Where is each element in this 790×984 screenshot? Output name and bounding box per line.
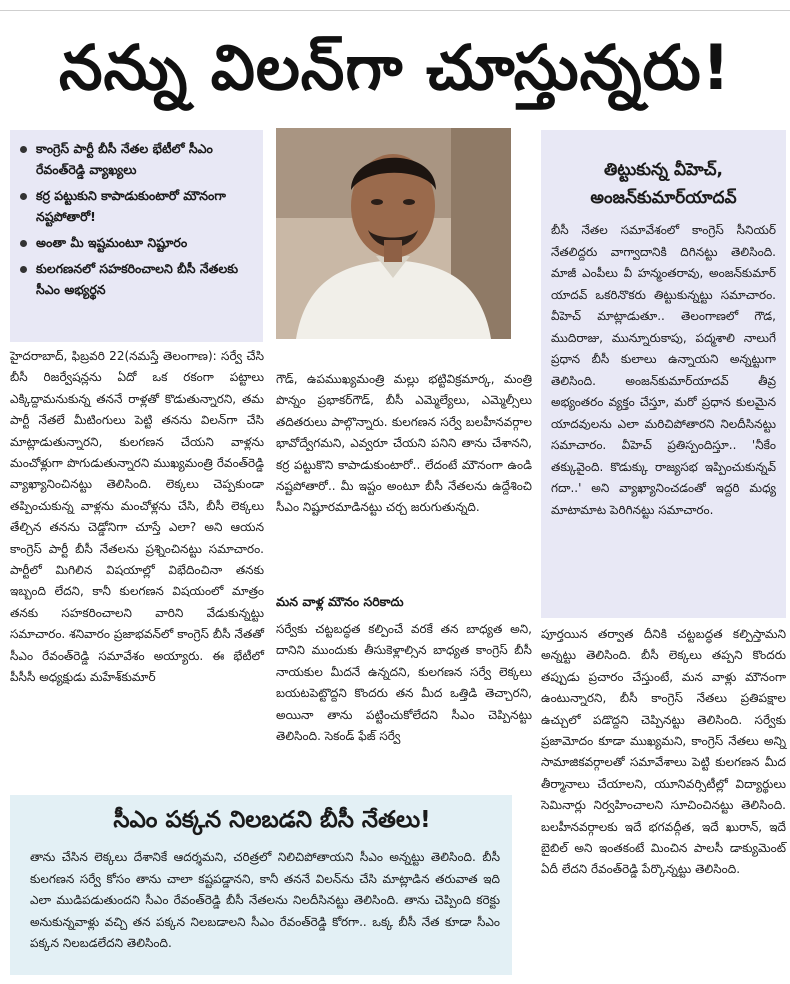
top-rule <box>0 0 790 11</box>
inset-box-title: సీఎం పక్కన నిలబడని బీసీ నేతలు! <box>113 807 431 833</box>
sidebar-box <box>541 130 786 618</box>
article-column-2-top: గౌడ్, ఉపముఖ్యమంత్రి మల్లు భట్టివిక్రమార్క, మంత్రి పొన్నం ప్రభాకర్‌గౌడ్, బీసీ ఎమ్మెల్యేలు, ఎమ్మెల్సీలు తదితరులు పాల్గొన్నారు. కులగణన సర్వే బలహీనవర్గాల భావోద్వేగమని, ఎవ్వరూ చేయని పనిని తాను చేశానని, కర్ర పట్టుకొని కాపాడుకుంటారో.. లేదంటే మౌనంగా ఉండి నష్టపోతారో.. మీ ఇష్టం అంటూ బీసీ నేతలను ఉద్దేశించి సీఎం నిష్టూరమాడినట్టు చర్చ జరుగుతున్నది. <box>276 372 532 515</box>
highlight-item: కులగణనలో సహకరించాలని బీసీ నేతలకు సీఎం అభ్యర్థన <box>20 258 257 300</box>
highlight-item: కాంగ్రెస్ పార్టీ బీసీ నేతల భేటీలో సీఎం రేవంత్‌రెడ్డి వ్యాఖ్యలు <box>20 138 257 180</box>
highlight-item: అంతా మీ ఇష్టమంటూ నిష్టూరం <box>20 232 257 253</box>
highlights-list <box>10 130 263 300</box>
article-column-3: పూర్తయిన తర్వాత దీనికి చట్టబద్ధత కల్పిస్తామని అన్నట్టు తెలిసింది. బీసీ లెక్కలు తప్పని కొందరు తప్పుడు ప్రచారం చేస్తుంటే, మన వాళ్లు మౌనంగా ఉంటున్నారని, బీసీ కాంగ్రెస్ నేతలు ప్రతిపక్షాల ఉచ్చులో పడొద్దని చెప్పినట్టు తెలిసింది. సర్వేకు ప్రజామోదం కూడా ముఖ్యమని, కాంగ్రెస్ నేతలు అన్ని సామాజికవర్గాలతో సమావేశాలు పెట్టి కులగణన మీద తీర్మానాలు చేయాలని, యూనివర్సిటీల్లో విద్యార్థులు సెమినార్లు నిర్వహించాలని సూచించినట్టు తెలిసింది. బలహీనవర్గాలకు ఇదే భగవద్గీత, ఇదే ఖురాన్, ఇదే బైబిల్ అని ఇంతకంటే మించిన పాలసీ డాక్యుమెంట్ ఏదీ లేదని రేవంత్‌రెడ్డి పేర్కొన్నట్టు తెలిసింది. <box>541 627 786 877</box>
sidebar-title: తిట్టుకున్న వీహెచ్, అంజన్‌కుమార్‌యాదవ్ <box>590 160 737 208</box>
cm-portrait-photo <box>276 128 511 339</box>
inset-box-text: తాను చేసిన లెక్కలు దేశానికే ఆదర్శమని, చరిత్రలో నిలిచిపోతాయని సీఎం అన్నట్టు తెలిసింది. బీసీ కులగణన సర్వే కోసం తాను చాలా కష్టపడ్డానని, కానీ తననే విలన్‌ను చేసి మాట్లాడిన తరువాత ఇది ఎలా ముడిపడుతుందని సీఎం రేవంత్‌రెడ్డి బీసీ నేతలను నిలదీసినట్టు తెలిసింది. తాను చెప్పింది కరెక్టు అనుకున్నవాళ్లు వచ్చి తన పక్కన నిలబడాలని సీఎం రేవంత్‌రెడ్డి కోరగా.. ఒక్క బీసీ నేత కూడా సీఎం పక్కన నిలబడలేదని తెలిసింది. <box>30 850 500 950</box>
article-column-1: హైదరాబాద్, ఫిబ్రవరి 22(నమస్తే తెలంగాణ): సర్వే చేసి బీసీ రిజర్వేషన్లను ఏదో ఒక రకంగా పట్టాలు ఎక్కిద్దామనుకున్న తననే రాళ్లతో కొడుతున్నారని, తమ పార్టీ నేతలే మీటింగులు పెట్టి తనను విలన్‌గా చేసి మాట్లాడుతున్నారని, కులగణన చేయని వాళ్లను మంచోళ్లుగా పొగుడుతున్నారని ముఖ్యమంత్రి రేవంత్‌రెడ్డి వ్యాఖ్యానించినట్టు తెలిసింది. లెక్కలు చెప్పకుండా తప్పించుకున్న వాళ్లను మంచోళ్లను చేసి, బీసీ లెక్కలు తేల్చిన తనను చెడ్డోనిగా చూస్తే ఎలా? అని ఆయన కాంగ్రెస్ పార్టీ బీసీ నేతలను ప్రశ్నించినట్టు సమాచారం. పార్టీలో మిగిలిన విషయాల్లో విభేదించినా తనకు ఇబ్బంది లేదని, కానీ కులగణన విషయంలో మాత్రం తనకు సహకరించాలని వారిని వేడుకున్నట్టు సమాచారం. శనివారం ప్రజాభవన్‌లో కాంగ్రెస్ బీసీ నేతతో సీఎం రేవంత్‌రెడ్డి సమావేశం అయ్యారు. ఈ భేటీలో పీసీసీ అధ్యక్షుడు మహేశ్‌కుమార్ <box>10 349 264 685</box>
article-column-2-bottom: సర్వేకు చట్టబద్ధత కల్పించే వరకే తన బాధ్యత అని, దానిని ముందుకు తీసుకెళ్లాల్సిన బాధ్యత కాంగ్రెస్ బీసీ నాయకుల మీదనే ఉన్నదని, కులగణన సర్వే లెక్కలు బయటపెట్టొద్దని కొందరు తన మీద ఒత్తిడి తెచ్చారని, అయినా తాను పట్టించుకోలేదని సీఎం చెప్పినట్టు తెలిసింది. సెకండ్ ఫేజ్ సర్వే <box>276 622 532 744</box>
highlight-item: కర్ర పట్టుకుని కాపాడుకుంటారో మౌనంగా నష్టపోతారో! <box>20 185 257 227</box>
headline: నన్ను విలన్‌గా చూస్తున్నరు! <box>58 31 732 104</box>
sidebar-text: బీసీ నేతల సమావేశంలో కాంగ్రెస్ సీనియర్ నేతలిద్దరు వాగ్వాదానికి దిగినట్టు తెలిసింది. మాజీ ఎంపీలు వీ హన్మంతరావు, అంజన్‌కుమార్ యాదవ్ ఒకరినొకరు తిట్టుకున్నట్టు సమాచారం. వీహెచ్ మాట్లాడుతూ.. తెలంగాణలో గౌడ, ముదిరాజు, మున్నూరుకాపు, పద్మశాలి నాలుగే ప్రధాన బీసీ కులాలు ఉన్నాయని అన్నట్టుగా తెలిసింది. అంజన్‌కుమార్‌యాదవ్ తీవ్ర అభ్యంతరం వ్యక్తం చేస్తూ, మరో ప్రధాన కులమైన యాదవులను ఎలా మరిచిపోతారని నిలదీసినట్టు సమాచారం. వీహెచ్ ప్రతిస్పందిస్తూ.. 'నీకేం తక్కువైంది. కొడుక్కు రాజ్యసభ ఇప్పించుకున్నవ్ గదా..' అని వ్యాఖ్యానించడంతో ఇద్దరి మధ్య మాటామాట పెరిగినట్టు సమాచారం. <box>551 223 776 517</box>
portrait-illustration <box>276 128 511 339</box>
highlights-box <box>10 130 263 342</box>
article-subheading: మన వాళ్ల మౌనం సరికాదు <box>276 594 404 609</box>
